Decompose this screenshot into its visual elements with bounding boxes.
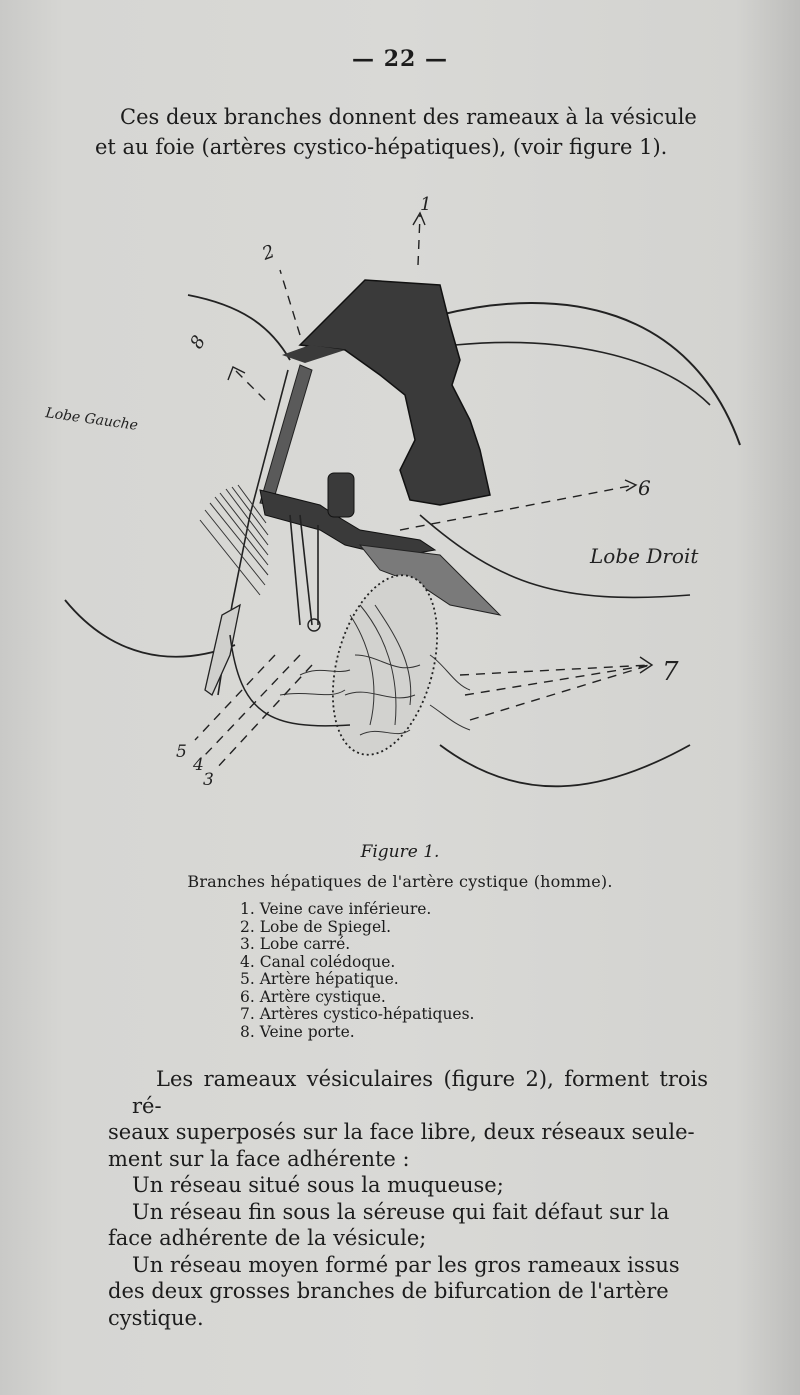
figure-legend [240, 901, 474, 1041]
paragraph-1 [108, 1066, 708, 1172]
intro-paragraph [95, 102, 715, 162]
figure-number-6: 6 [638, 476, 651, 500]
portal-vein-left [260, 365, 312, 505]
paragraph-4 [108, 1252, 708, 1332]
paragraph-2-line: Un réseau situé sous la muqueuse; [132, 1173, 504, 1197]
intro-line-2: et au foie (artères cystico-hépatiques), (voir figure 1). [95, 135, 668, 159]
arrow-6 [625, 480, 636, 491]
legend-item: 1. Veine cave inférieure. [240, 900, 432, 918]
paragraph-3-line: Un réseau fin sous la séreuse qui fait défaut sur la [132, 1199, 670, 1224]
figure-number-2: 2 [259, 241, 278, 265]
paragraph-4-line: Un réseau moyen formé par les gros rameaux issus [132, 1252, 680, 1277]
label-lobe-droit: Lobe Droit [590, 544, 699, 568]
paragraph-4-line: cystique. [108, 1305, 204, 1330]
pedicle-stub [328, 473, 354, 517]
paragraph-3 [108, 1199, 708, 1252]
figure-title: Figure 1. [360, 842, 440, 862]
legend-item: 2. Lobe de Spiegel. [240, 917, 392, 936]
figure-number-3: 3 [203, 770, 214, 790]
figure-number-4: 4 [193, 755, 204, 775]
body-text [108, 1066, 708, 1331]
paragraph-1-line: Les rameaux vésiculaires (figure 2), forment trois ré- [132, 1067, 708, 1118]
paragraph-4-line: des deux grosses branches de bifurcation de l'artère [108, 1279, 669, 1303]
paragraph-2 [108, 1172, 708, 1199]
liver-outline-right-inner [455, 343, 710, 406]
paragraph-1-line: seaux superposés sur la face libre, deux réseaux seule- [108, 1120, 695, 1144]
bile-duct-1 [290, 515, 300, 625]
duct-outline [205, 605, 240, 695]
legend-item: 4. Canal colédoque. [240, 952, 396, 971]
legend-item: 3. Lobe carré. [240, 935, 351, 953]
legend-item: 5. Artère hépatique. [240, 970, 399, 988]
liver-outline-right [440, 303, 740, 445]
paragraph-1-line: ment sur la face adhérente : [108, 1146, 410, 1171]
page-number: — 22 — [352, 46, 448, 72]
bile-duct-2 [300, 515, 312, 625]
pedicle-outline [230, 635, 350, 726]
figure-number-1: 1 [420, 194, 432, 215]
legend-item: 8. Veine porte. [240, 1022, 355, 1041]
label-lobe-gauche: Lobe Gauche [44, 405, 139, 434]
hatch-lines [200, 485, 268, 595]
liver-outline-lower [440, 745, 690, 786]
anatomical-figure [0, 185, 800, 825]
figure-number-8: 8 [186, 332, 211, 353]
figure-caption: Branches hépatiques de l'artère cystique (homme). [187, 872, 613, 891]
vena-cava-shape [300, 280, 490, 505]
intro-line-1: Ces deux branches donnent des rameaux à la vésicule [120, 105, 697, 129]
figure-number-5: 5 [176, 742, 187, 762]
figure-number-7: 7 [662, 657, 679, 687]
legend-item: 7. Artères cystico-hépatiques. [240, 1005, 475, 1023]
arrow-8 [228, 367, 245, 380]
liver-outline-lower-left [65, 600, 235, 657]
paragraph-3-line: face adhérente de la vésicule; [108, 1226, 427, 1250]
legend-item: 6. Artère cystique. [240, 987, 386, 1006]
